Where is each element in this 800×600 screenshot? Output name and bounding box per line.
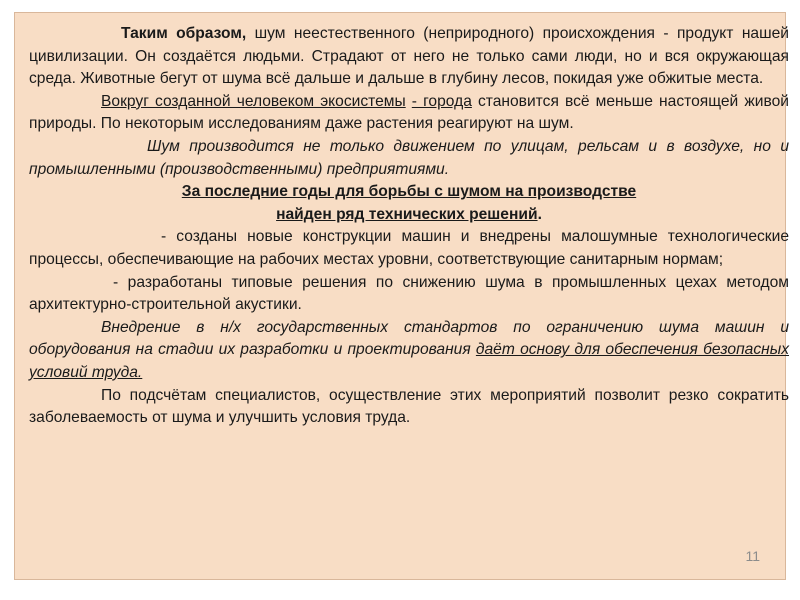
conclusion-text: По подсчётам специалистов, осуществление этих мероприятий позволит резко сократить заболеваемость от шума и улучшить условия труда. [29, 386, 789, 427]
city-link[interactable]: - города [411, 92, 472, 110]
heading-line-2-period: . [537, 205, 542, 223]
ecosystem-link[interactable]: Вокруг созданной человеком экосистемы [101, 92, 406, 110]
paragraph-noise-sources [29, 136, 789, 181]
acoustics-text: - разработаны типовые решения по снижению шума в промышленных цехах методом архитектурно-строительной акустики. [29, 273, 789, 314]
standards-text: Внедрение в н/х государственных стандартов по ограничению шума машин и оборудования на стадии их разработки и проектирования [29, 318, 789, 359]
page-number: 11 [745, 548, 760, 564]
section-heading [29, 181, 789, 226]
paragraph-ecosystem [29, 91, 789, 136]
intro-lead: Таким образом, [121, 25, 247, 42]
list-item-acoustics [29, 272, 789, 317]
paragraph-intro [29, 23, 789, 91]
intro-text: шум неестественного (неприродного) происхождения - продукт нашей цивилизации. Он создаётся людьми. Страдают от него не только сами люди, но и вся окружающая среда. Животные бегут от шума всё дальше и дальше в глубину лесов, покидая уже обжитые места. [29, 25, 789, 88]
noise-sources-text: Шум производится не только движением по улицам, рельсам и в воздухе, но и промышленными (производственными) предприятиями. [29, 137, 789, 178]
machines-text: - созданы новые конструкции машин и внедрены малошумные технологические процессы, обеспечивающие на рабочих местах уровни, соответствующие санитарным нормам; [29, 228, 789, 268]
list-item-machines [29, 226, 789, 271]
standards-underlined: даёт основу для обеспечения безопасных условий труда. [29, 341, 789, 381]
heading-line-2: найден ряд технических решений [276, 205, 538, 223]
paragraph-conclusion [29, 385, 789, 430]
text-panel [14, 12, 789, 580]
slide-text [29, 23, 789, 430]
ecosystem-text: становится всё меньше настоящей живой природы. По некоторым исследованиям даже растения реагируют на шум. [29, 92, 789, 133]
heading-line-1: За последние годы для борьбы с шумом на производстве [181, 183, 637, 201]
paragraph-standards [29, 317, 789, 385]
